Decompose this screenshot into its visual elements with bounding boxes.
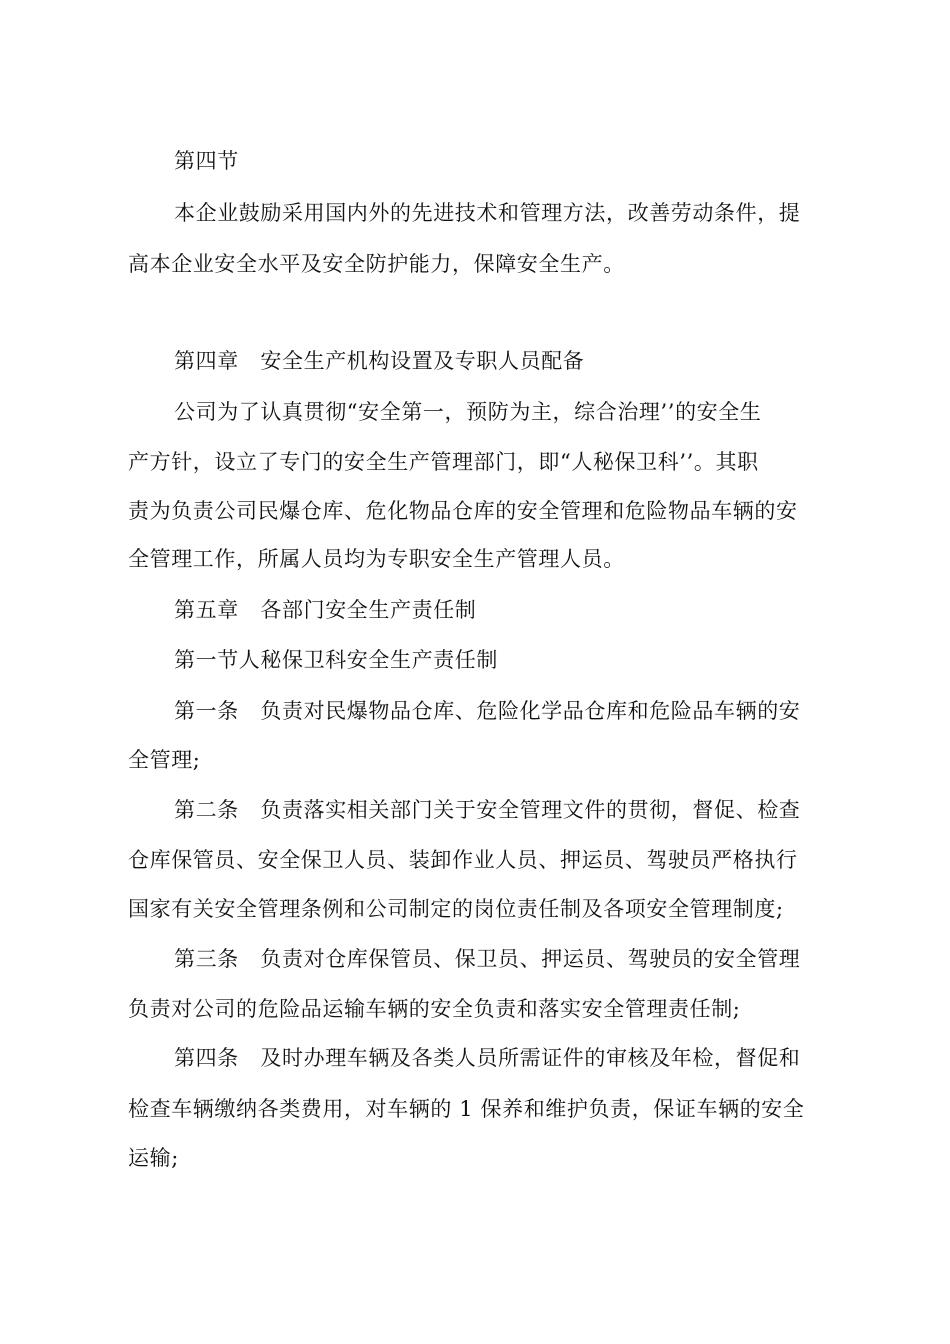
article-line: 第二条 负责落实相关部门关于安全管理文件的贯彻，督促、检查 (174, 798, 801, 822)
paragraph-line: 仓库保管员、安全保卫人员、装卸作业人员、押运员、驾驶员严格执行 (128, 848, 798, 872)
chapter-heading: 第五章 各部门安全生产责任制 (174, 598, 477, 622)
paragraph-line: 责为负责公司民爆仓库、危化物品仓库的安全管理和危险物品车辆的安 (128, 499, 798, 523)
article-line: 第一条 负责对民爆物品仓库、危险化学品仓库和危险品车辆的安 (174, 699, 801, 723)
paragraph-line: 国家有关安全管理条例和公司制定的岗位责任制及各项安全管理制度; (128, 897, 784, 921)
section-heading: 第四节 (174, 149, 239, 173)
section-heading: 第一节人秘保卫科安全生产责任制 (174, 648, 498, 672)
paragraph-line: 本企业鼓励采用国内外的先进技术和管理方法，改善劳动条件，提 (174, 201, 801, 225)
article-line: 第四条 及时办理车辆及各类人员所需证件的审核及年检，督促和 (174, 1046, 801, 1070)
paragraph-line: 公司为了认真贯彻“安全第一，预防为主，综合治理’’的安全生 (174, 400, 762, 424)
paragraph-line: 检查车辆缴纳各类费用，对车辆的 1 保养和维护负责，保证车辆的安全 (128, 1097, 805, 1121)
paragraph-line: 负责对公司的危险品运输车辆的安全负责和落实安全管理责任制; (128, 997, 741, 1021)
paragraph-line: 产方针，设立了专门的安全生产管理部门，即“人秘保卫科’’。其职 (128, 450, 759, 474)
article-line: 第三条 负责对仓库保管员、保卫员、押运员、驾驶员的安全管理 (174, 947, 801, 971)
chapter-heading: 第四章 安全生产机构设置及专职人员配备 (174, 349, 585, 373)
paragraph-line: 全管理; (128, 748, 201, 772)
paragraph-line: 运输; (128, 1146, 179, 1170)
paragraph-line: 全管理工作，所属人员均为专职安全生产管理人员。 (128, 547, 625, 571)
paragraph-line: 高本企业安全水平及安全防护能力，保障安全生产。 (128, 252, 625, 276)
